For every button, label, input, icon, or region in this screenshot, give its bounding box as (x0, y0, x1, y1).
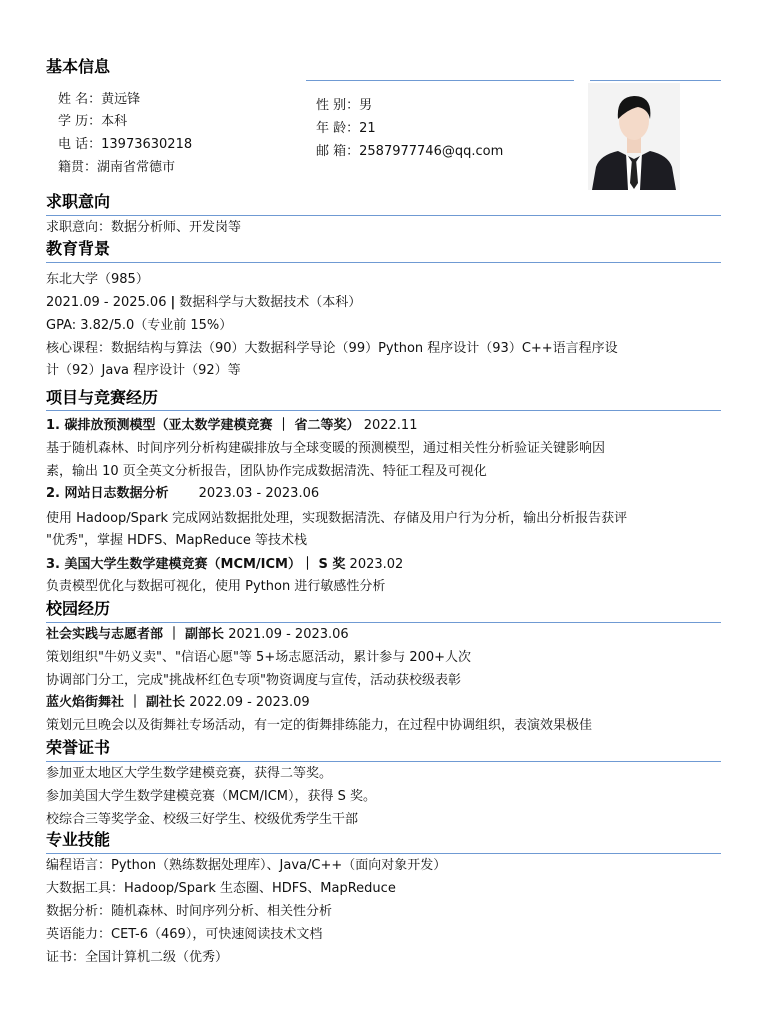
phone-field: 电 话：13973630218 (58, 137, 193, 152)
courses-text-line2: 计（92）Java 程序设计（92）等 (46, 363, 241, 378)
project-date: 2022.11 (363, 418, 418, 433)
age-field: 年 龄：21 (316, 121, 376, 136)
section-divider (590, 80, 721, 81)
section-title-skills: 专业技能 (46, 830, 111, 849)
school-name: 东北大学（985） (46, 272, 149, 287)
profile-photo (588, 83, 680, 190)
education-period: 2021.09 - 2025.06 (46, 295, 167, 310)
honor-item: 参加美国大学生数学建模竞赛（MCM/ICM），获得 S 奖。 (46, 789, 377, 804)
project-date: 2023.03 - 2023.06 (198, 486, 320, 501)
project-title-row (46, 556, 403, 573)
section-title-education: 教育背景 (46, 239, 111, 258)
name-field: 姓 名：黄远锋 (58, 92, 141, 107)
section-divider (46, 622, 721, 623)
education-field: 学 历：本科 (58, 114, 128, 129)
project-desc: 使用 Hadoop/Spark 完成网站数据批处理，实现数据清洗、存储及用户行为分析，输出分析报告获评 (46, 511, 628, 526)
campus-title-row (46, 626, 349, 643)
project-date: 2023.02 (349, 557, 404, 572)
campus-desc: 策划组织"牛奶义卖"、"信语心愿"等 5+场志愿活动，累计参与 200+人次 (46, 650, 472, 665)
section-title-honors: 荣誉证书 (46, 738, 111, 757)
section-divider (46, 853, 721, 854)
divider-glyph: | (170, 295, 176, 310)
project-title-row (46, 485, 319, 502)
campus-date: 2022.09 - 2023.09 (189, 695, 310, 710)
section-divider (46, 410, 721, 411)
section-divider (46, 262, 721, 263)
section-divider (306, 80, 574, 81)
project-title-row (46, 417, 417, 434)
email-field: 邮 箱：2587977746@qq.com (316, 144, 504, 159)
project-title: 3. 美国大学生数学建模竞赛（MCM/ICM）｜ S 奖 (46, 557, 346, 572)
intent-text: 求职意向：数据分析师、开发岗等 (46, 220, 242, 235)
skill-item: 证书：全国计算机二级（优秀） (46, 950, 229, 965)
education-major: 数据科学与大数据技术（本科） (179, 295, 362, 310)
section-title-intent: 求职意向 (46, 192, 111, 211)
education-period-row (46, 294, 361, 311)
campus-title: 社会实践与志愿者部 ｜ 副部长 (46, 627, 225, 642)
section-title-basic: 基本信息 (46, 57, 111, 76)
skill-item: 编程语言：Python（熟练数据处理库）、Java/C++（面向对象开发） (46, 858, 447, 873)
honor-item: 校综合三等奖学金、校级三好学生、校级优秀学生干部 (46, 812, 359, 827)
honor-item: 参加亚太地区大学生数学建模竞赛，获得二等奖。 (46, 766, 333, 781)
hometown-field: 籍贯：湖南省常德市 (58, 160, 176, 175)
campus-desc: 策划元旦晚会以及街舞社专场活动，有一定的街舞排练能力，在过程中协调组织，表演效果极佳 (46, 718, 593, 733)
person-portrait-icon (588, 83, 680, 190)
project-desc: 素，输出 10 页全英文分析报告，团队协作完成数据清洗、特征工程及可视化 (46, 464, 487, 479)
campus-date: 2021.09 - 2023.06 (228, 627, 349, 642)
campus-title: 蓝火焰街舞社 ｜ 副社长 (46, 695, 186, 710)
project-desc: "优秀"，掌握 HDFS、MapReduce 等技术栈 (46, 533, 308, 548)
project-title: 2. 网站日志数据分析 (46, 486, 169, 501)
gender-field: 性 别：男 (316, 98, 373, 113)
section-title-projects: 项目与竞赛经历 (46, 388, 159, 407)
skill-item: 英语能力：CET-6（469），可快速阅读技术文档 (46, 927, 323, 942)
project-desc: 负责模型优化与数据可视化，使用 Python 进行敏感性分析 (46, 579, 386, 594)
skill-item: 大数据工具：Hadoop/Spark 生态圈、HDFS、MapReduce (46, 881, 396, 896)
campus-desc: 协调部门分工，完成"挑战杯红色专项"物资调度与宣传，活动获校级表彰 (46, 673, 461, 688)
campus-title-row (46, 694, 310, 711)
skill-item: 数据分析：随机森林、时间序列分析、相关性分析 (46, 904, 333, 919)
section-divider (46, 761, 721, 762)
section-divider (46, 215, 721, 216)
gpa-text: GPA: 3.82/5.0（专业前 15%） (46, 318, 233, 333)
project-title: 1. 碳排放预测模型（亚太数学建模竞赛 ｜ 省二等奖） (46, 418, 360, 433)
project-desc: 基于随机森林、时间序列分析构建碳排放与全球变暖的预测模型，通过相关性分析验证关键影响因 (46, 441, 606, 456)
courses-text-line1: 核心课程：数据结构与算法（90）大数据科学导论（99）Python 程序设计（93）C++语言程序设 (46, 341, 618, 356)
section-title-campus: 校园经历 (46, 599, 111, 618)
